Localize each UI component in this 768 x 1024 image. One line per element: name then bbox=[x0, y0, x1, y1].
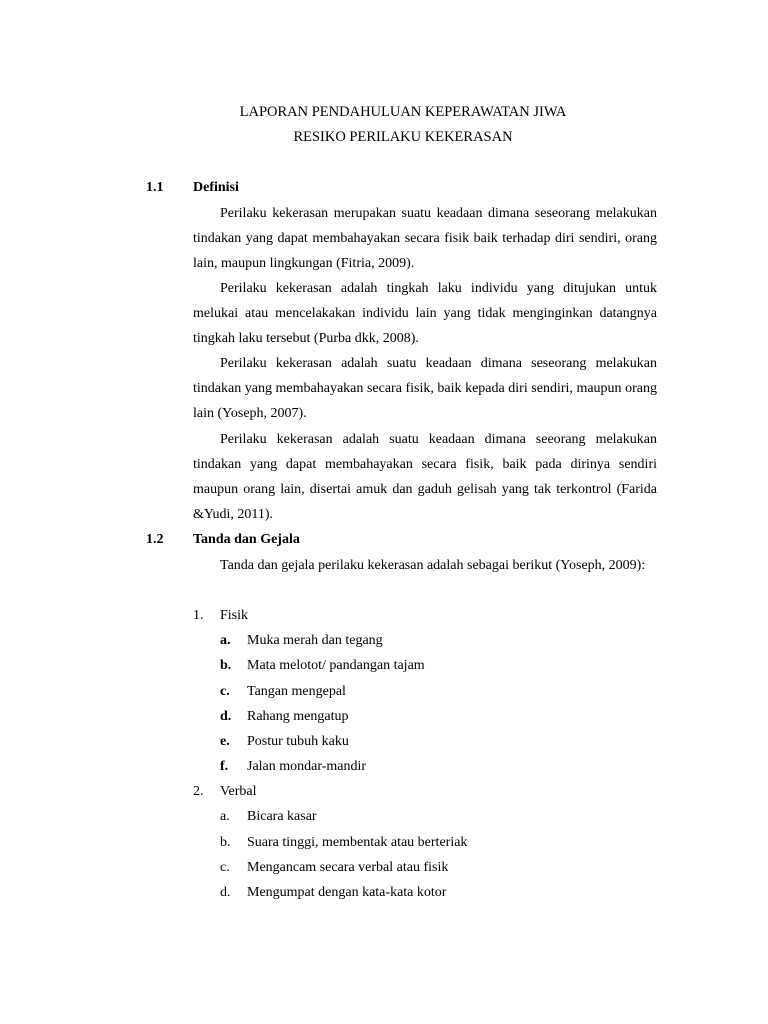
list-number-verbal: 2. bbox=[193, 784, 204, 799]
list-item-letter: b. bbox=[220, 835, 231, 850]
section-number-definisi: 1.1 bbox=[146, 180, 164, 195]
list-item-letter: b. bbox=[220, 658, 232, 673]
list-item-text: Postur tubuh kaku bbox=[247, 734, 349, 749]
paragraph-definisi-1: Perilaku kekerasan merupakan suatu keadaan dimana seseorang melakukan tindakan yang dapat membahayakan secara fisik baik terhadap diri sendiri, orang lain, maupun lingkungan (Fitria, 2009). bbox=[193, 206, 657, 271]
list-label-fisik: Fisik bbox=[220, 608, 249, 623]
list-item-text: Mengumpat dengan kata-kata kotor bbox=[247, 885, 447, 900]
list-number-fisik: 1. bbox=[193, 608, 204, 623]
list-item-letter: f. bbox=[220, 759, 229, 774]
document-title-line2: RESIKO PERILAKU KEKERASAN bbox=[293, 129, 513, 145]
list-item-letter: c. bbox=[220, 684, 230, 699]
list-item-text: Mata melotot/ pandangan tajam bbox=[247, 658, 425, 673]
list-item-text: Suara tinggi, membentak atau berteriak bbox=[247, 835, 468, 850]
list-item-letter: d. bbox=[220, 885, 231, 900]
paragraph-definisi-3: Perilaku kekerasan adalah suatu keadaan dimana seseorang melakukan tindakan yang membahayakan secara fisik, baik kepada diri sendiri, maupun orang lain (Yoseph, 2007). bbox=[193, 356, 657, 421]
list-item-letter: c. bbox=[220, 860, 230, 875]
section-heading-definisi: Definisi bbox=[193, 180, 239, 195]
paragraph-tanda-intro: Tanda dan gejala perilaku kekerasan adalah sebagai berikut (Yoseph, 2009): bbox=[220, 558, 646, 573]
list-item-text: Bicara kasar bbox=[247, 809, 317, 824]
section-number-tanda: 1.2 bbox=[146, 532, 164, 547]
list-item-letter: d. bbox=[220, 709, 232, 724]
document-title-line1: LAPORAN PENDAHULUAN KEPERAWATAN JIWA bbox=[239, 104, 567, 120]
list-item-text: Jalan mondar-mandir bbox=[247, 759, 367, 774]
list-item-text: Muka merah dan tegang bbox=[247, 633, 383, 648]
list-label-verbal: Verbal bbox=[220, 784, 257, 799]
list-item-text: Mengancam secara verbal atau fisik bbox=[247, 860, 449, 875]
section-heading-tanda: Tanda dan Gejala bbox=[193, 532, 300, 547]
list-item-letter: a. bbox=[220, 633, 231, 648]
list-item-letter: e. bbox=[220, 734, 230, 749]
list-item-letter: a. bbox=[220, 809, 230, 824]
list-item-text: Rahang mengatup bbox=[247, 709, 349, 724]
paragraph-definisi-2: Perilaku kekerasan adalah tingkah laku individu yang ditujukan untuk melukai atau mencelakakan individu lain yang tidak menginginkan datangnya tingkah laku tersebut (Purba dkk, 2008). bbox=[193, 281, 657, 346]
list-item-text: Tangan mengepal bbox=[247, 684, 346, 699]
paragraph-definisi-4: Perilaku kekerasan adalah suatu keadaan dimana seeorang melakukan tindakan yang dapat membahayakan secara fisik, baik pada dirinya sendiri maupun orang lain, disertai amuk dan gaduh gelisah yang tak terkontrol (Farida &Yudi, 2011). bbox=[193, 432, 657, 522]
